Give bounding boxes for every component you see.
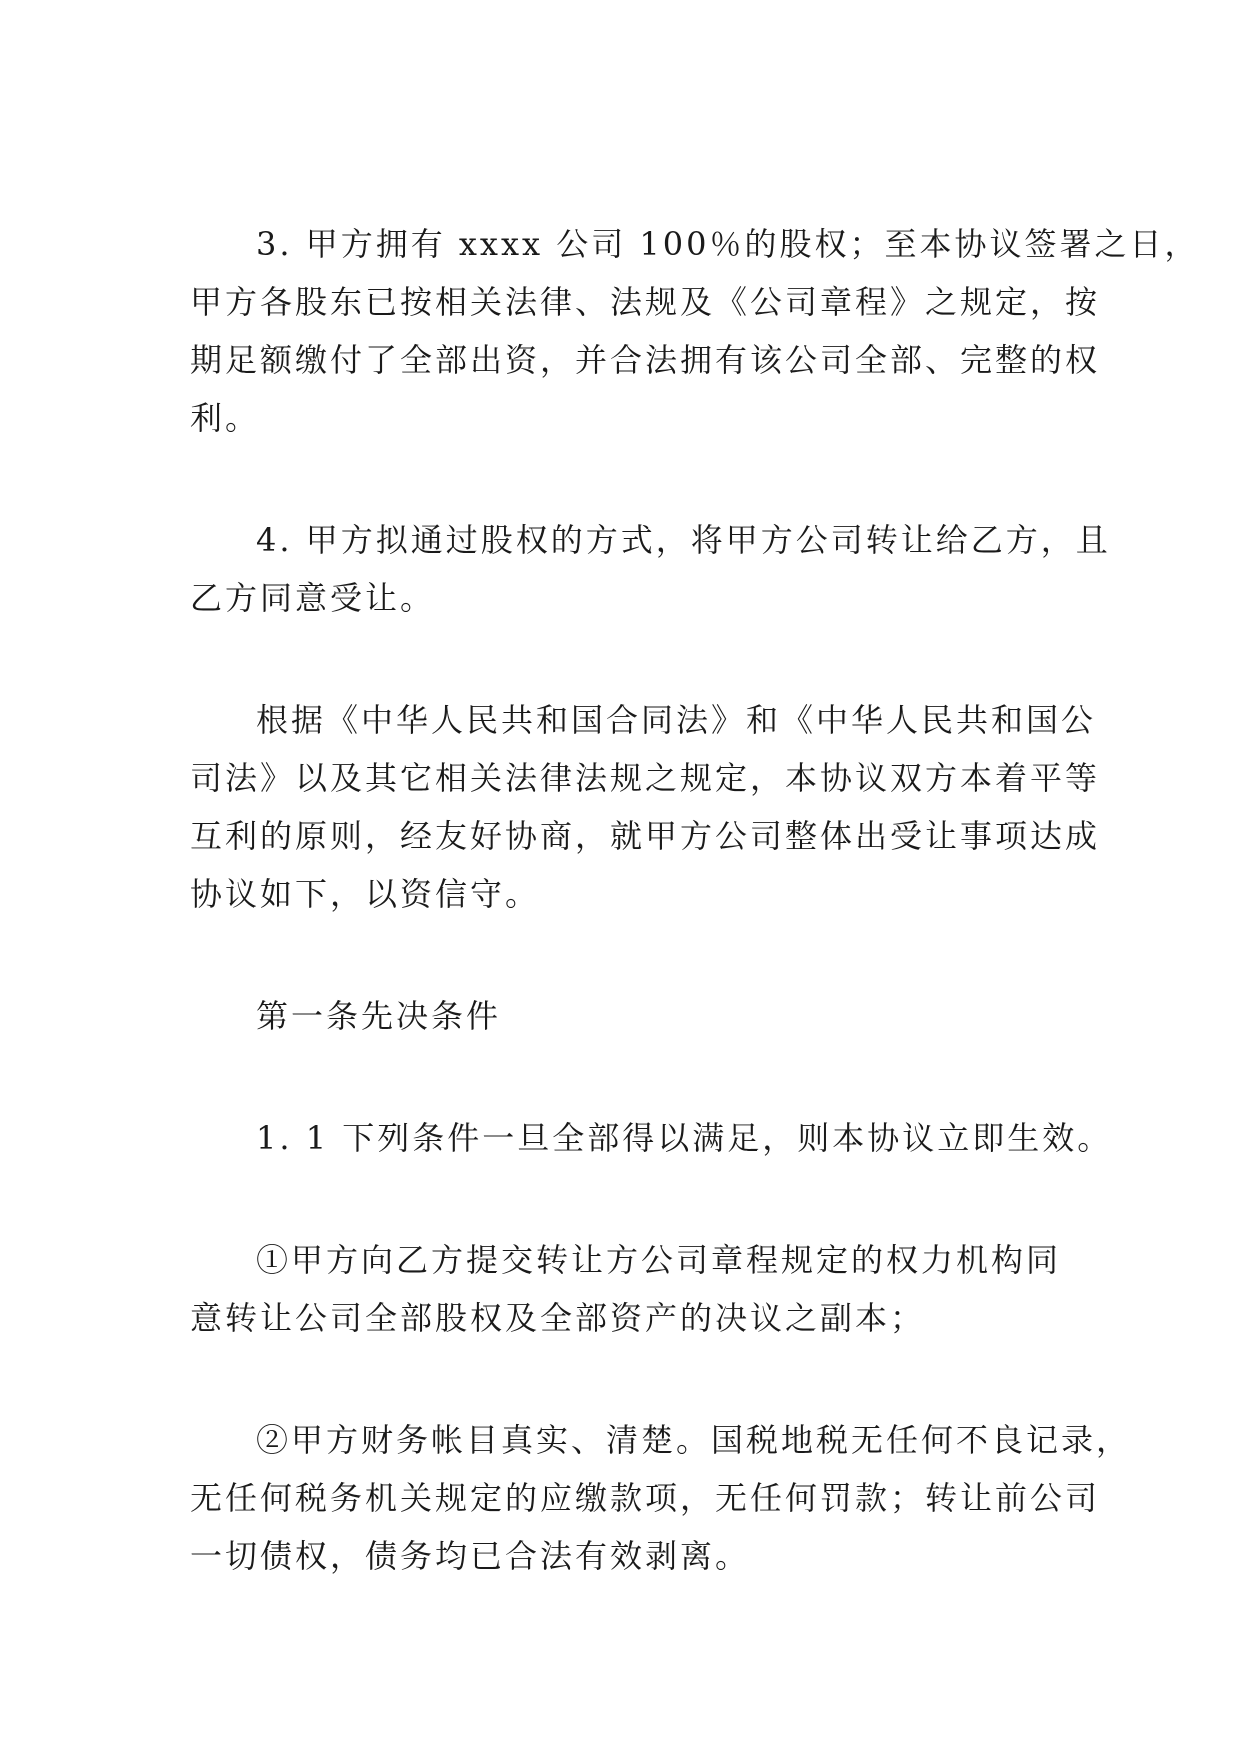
text-line: 期足额缴付了全部出资，并合法拥有该公司全部、完整的权 [190, 341, 1101, 379]
text-line: 无任何税务机关规定的应缴款项，无任何罚款；转让前公司 [190, 1479, 1101, 1517]
text-line: 一切债权，债务均已合法有效剥离。 [190, 1537, 751, 1575]
text-line: 1. 1 下列条件一旦全部得以满足，则本协议立即生效。 [256, 1119, 1113, 1157]
paragraph-condition-1 [190, 1231, 1070, 1347]
paragraph-condition-2 [190, 1411, 1132, 1585]
text-line: ①甲方向乙方提交转让方公司章程规定的权力机构同 [256, 1241, 1062, 1279]
text-line: 利。 [190, 399, 261, 437]
paragraph-item-3 [190, 215, 1200, 447]
text-line: 根据《中华人民共和国合同法》和《中华人民共和国公 [256, 701, 1097, 739]
heading-line: 第一条先决条件 [256, 997, 502, 1035]
paragraph-preamble [190, 691, 1101, 923]
paragraph-item-4 [190, 511, 1111, 627]
text-line: 乙方同意受让。 [190, 579, 436, 617]
paragraph-clause-1-1 [190, 1109, 1113, 1167]
article-heading [190, 987, 1070, 1045]
text-line: 4. 甲方拟通过股权的方式，将甲方公司转让给乙方，且 [256, 521, 1111, 559]
text-line: 司法》以及其它相关法律法规之规定，本协议双方本着平等 [190, 759, 1101, 797]
text-line: 3. 甲方拥有 xxxx 公司 100％的股权；至本协议签署之日， [256, 225, 1200, 263]
text-line: 互利的原则，经友好协商，就甲方公司整体出受让事项达成 [190, 817, 1101, 855]
text-line: 协议如下，以资信守。 [190, 875, 541, 913]
document-body [190, 215, 1200, 1649]
text-line: 甲方各股东已按相关法律、法规及《公司章程》之规定，按 [190, 283, 1101, 321]
text-line: 意转让公司全部股权及全部资产的决议之副本； [190, 1299, 926, 1337]
text-line: ②甲方财务帐目真实、清楚。国税地税无任何不良记录， [256, 1421, 1132, 1459]
